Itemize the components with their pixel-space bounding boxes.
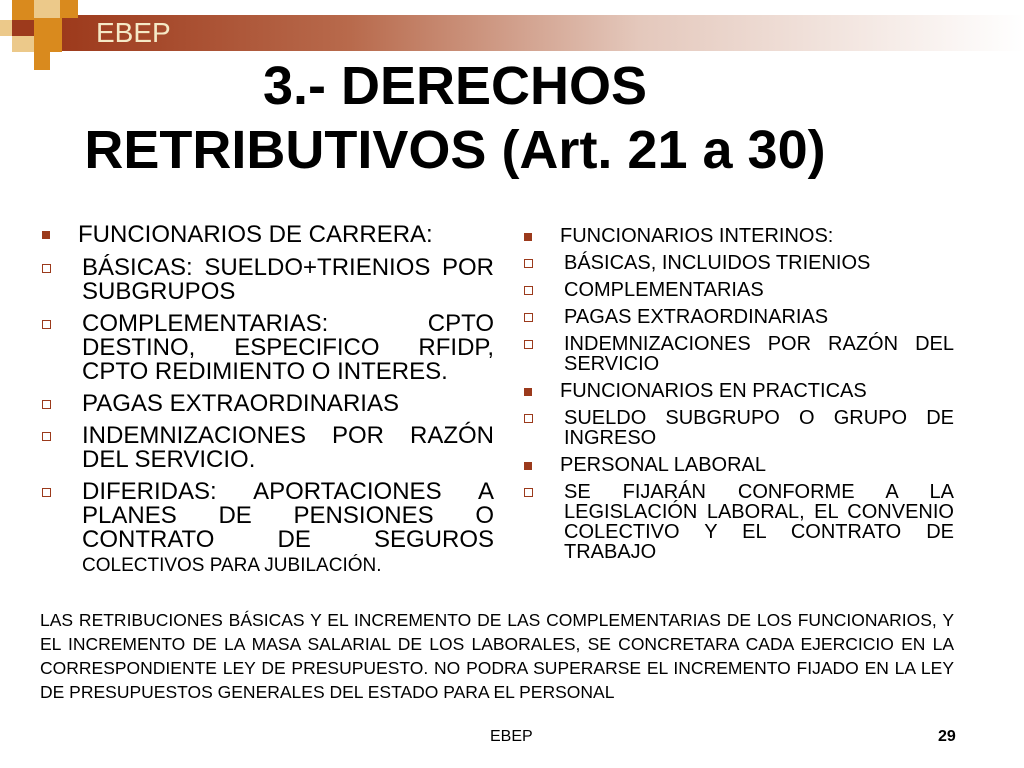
list-item bbox=[522, 307, 954, 327]
decor-square bbox=[12, 36, 34, 52]
heading-text: FUNCIONARIOS EN PRACTICAS bbox=[560, 380, 867, 402]
bullet-square-icon bbox=[524, 233, 532, 241]
bullet-square-icon bbox=[524, 462, 532, 470]
list-heading bbox=[522, 381, 954, 402]
list-item bbox=[40, 312, 494, 384]
decor-square bbox=[12, 20, 34, 36]
item-text: SUELDO SUBGRUPO O GRUPO DE INGRESO bbox=[564, 407, 954, 449]
decor-square bbox=[34, 0, 60, 20]
decor-square bbox=[34, 18, 62, 52]
item-text: PAGAS EXTRAORDINARIAS bbox=[82, 390, 399, 417]
bottom-paragraph: LAS RETRIBUCIONES BÁSICAS Y EL INCREMENTO DE LAS COMPLEMENTARIAS DE LOS FUNCIONARIOS, Y EL INCREMENTO DE LA MASA SALARIAL DE LOS LABORALES, SE CONCRETARA CADA EJERCICIO EN LA CORRESPONDIENTE LEY DE PRESUPUESTO. NO PODRA SUPERARSE EL INCREMENTO FIJADO EN LA LEY DE PRESUPUESTOS GENERALES DEL ESTADO PARA EL PERSONAL bbox=[40, 610, 954, 702]
right-column bbox=[522, 226, 954, 569]
header-band bbox=[62, 15, 1024, 51]
list-item bbox=[40, 392, 494, 416]
bullet-hollow-box-icon bbox=[524, 340, 533, 349]
bullet-hollow-box-icon bbox=[524, 313, 533, 322]
list-item bbox=[40, 256, 494, 304]
item-text: COMPLEMENTARIAS: CPTO DESTINO, ESPECIFICO RFIDP, CPTO REDIMIENTO O INTERES. bbox=[82, 310, 494, 385]
list-item bbox=[522, 253, 954, 273]
heading-text: PERSONAL LABORAL bbox=[560, 454, 767, 476]
item-text: BÁSICAS, INCLUIDOS TRIENIOS bbox=[564, 252, 871, 274]
title-line-1: 3.- DERECHOS bbox=[262, 56, 648, 116]
bullet-hollow-box-icon bbox=[42, 264, 51, 273]
heading-text: FUNCIONARIOS DE CARRERA: bbox=[78, 221, 433, 248]
bullet-hollow-box-icon bbox=[524, 286, 533, 295]
title-line-2: RETRIBUTIVOS (Art. 21 a 30) bbox=[84, 120, 826, 180]
item-text-small: COLECTIVOS PARA JUBILACIÓN. bbox=[82, 555, 382, 576]
bullet-hollow-box-icon bbox=[524, 259, 533, 268]
list-item bbox=[522, 334, 954, 374]
bullet-hollow-box-icon bbox=[42, 400, 51, 409]
header-brand: EBEP bbox=[96, 17, 171, 48]
decor-square bbox=[0, 20, 12, 36]
bullet-square-icon bbox=[42, 231, 50, 239]
slide-title bbox=[40, 54, 870, 182]
bullet-hollow-box-icon bbox=[42, 320, 51, 329]
footer-label: EBEP bbox=[490, 728, 533, 745]
list-item bbox=[522, 408, 954, 448]
list-item bbox=[522, 280, 954, 300]
list-heading bbox=[522, 226, 954, 247]
item-text: BÁSICAS: SUELDO+TRIENIOS POR SUBGRUPOS bbox=[82, 254, 494, 305]
list-item bbox=[40, 480, 494, 578]
bullet-hollow-box-icon bbox=[524, 488, 533, 497]
item-text: PAGAS EXTRAORDINARIAS bbox=[564, 306, 829, 328]
decor-square bbox=[12, 0, 34, 20]
list-heading bbox=[522, 455, 954, 476]
list-heading bbox=[40, 222, 494, 248]
bullet-hollow-box-icon bbox=[42, 488, 51, 497]
list-item bbox=[522, 482, 954, 562]
item-text: SE FIJARÁN CONFORME A LA LEGISLACIÓN LABORAL, EL CONVENIO COLECTIVO Y EL CONTRATO DE TRABAJO bbox=[564, 481, 954, 563]
bullet-hollow-box-icon bbox=[524, 414, 533, 423]
heading-text: FUNCIONARIOS INTERINOS: bbox=[560, 225, 834, 247]
left-column bbox=[40, 222, 494, 586]
item-text: INDEMNIZACIONES POR RAZÓN DEL SERVICIO. bbox=[82, 422, 494, 473]
bullet-hollow-box-icon bbox=[42, 432, 51, 441]
item-text: DIFERIDAS: APORTACIONES A PLANES DE PENSIONES O CONTRATO DE SEGUROS bbox=[82, 478, 494, 553]
page-number: 29 bbox=[938, 728, 956, 745]
decor-square bbox=[60, 0, 78, 18]
item-text: COMPLEMENTARIAS bbox=[564, 279, 764, 301]
bullet-square-icon bbox=[524, 388, 532, 396]
item-text: INDEMNIZACIONES POR RAZÓN DEL SERVICIO bbox=[564, 333, 954, 375]
list-item bbox=[40, 424, 494, 472]
